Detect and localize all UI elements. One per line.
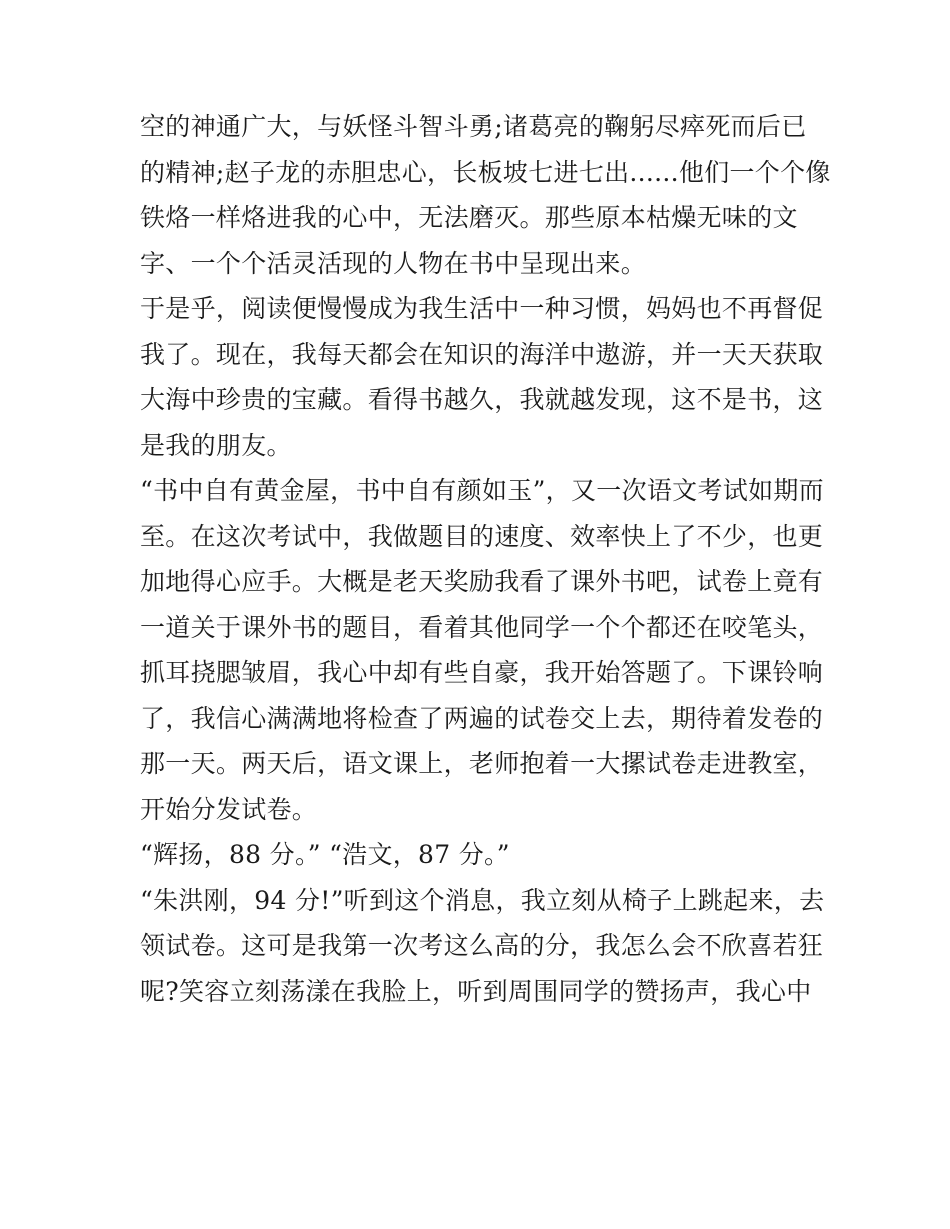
text-line: 抓耳挠腮皱眉，我心中却有些自豪，我开始答题了。下课铃响 xyxy=(140,658,824,687)
text-line: 一道关于课外书的题目，看着其他同学一个个都还在咬笔头， xyxy=(140,612,824,642)
text-line: 大海中珍贵的宝藏。看得书越久，我就越发现，这不是书，这 xyxy=(140,385,824,414)
text-line: 至。在这次考试中，我做题目的速度、效率快上了不少，也更 xyxy=(140,521,824,551)
text-line: 领试卷。这可是我第一次考这么高的分，我怎么会不欣喜若狂 xyxy=(140,931,824,960)
text-line: 是我的朋友。 xyxy=(140,430,292,460)
text-line: 字、一个个活灵活现的人物在书中呈现出来。 xyxy=(140,248,647,278)
text-line: 开始分发试卷。 xyxy=(140,794,318,824)
text-line: 加地得心应手。大概是老天奖励我看了课外书吧，试卷上竟有 xyxy=(140,567,824,596)
text-line: 空的神通广大，与妖怪斗智斗勇;诸葛亮的鞠躬尽瘁死而后已 xyxy=(140,112,807,141)
text-line: 我了。现在，我每天都会在知识的海洋中遨游，并一天天获取 xyxy=(140,339,824,369)
text-line: 的精神;赵子龙的赤胆忠心，长板坡七进七出......他们一个个像 xyxy=(140,157,831,187)
text-line: “辉扬，88 分。” “浩文，87 分。” xyxy=(140,840,510,869)
text-line: “朱洪刚，94 分!”听到这个消息，我立刻从椅子上跳起来，去 xyxy=(140,885,825,915)
text-line: 那一天。两天后，语文课上，老师抱着一大摞试卷走进教室， xyxy=(140,749,824,778)
text-line: “书中自有黄金屋，书中自有颜如玉”，又一次语文考试如期而 xyxy=(140,476,824,505)
text-line: 呢?笑容立刻荡漾在我脸上，听到周围同学的赞扬声，我心中 xyxy=(140,976,812,1006)
text-line: 了，我信心满满地将检查了两遍的试卷交上去，期待着发卷的 xyxy=(140,703,824,733)
essay-text xyxy=(140,104,831,1014)
text-line: 铁烙一样烙进我的心中，无法磨灭。那些原本枯燥无味的文 xyxy=(140,203,798,232)
text-line: 于是乎，阅读便慢慢成为我生活中一种习惯，妈妈也不再督促 xyxy=(140,294,824,323)
